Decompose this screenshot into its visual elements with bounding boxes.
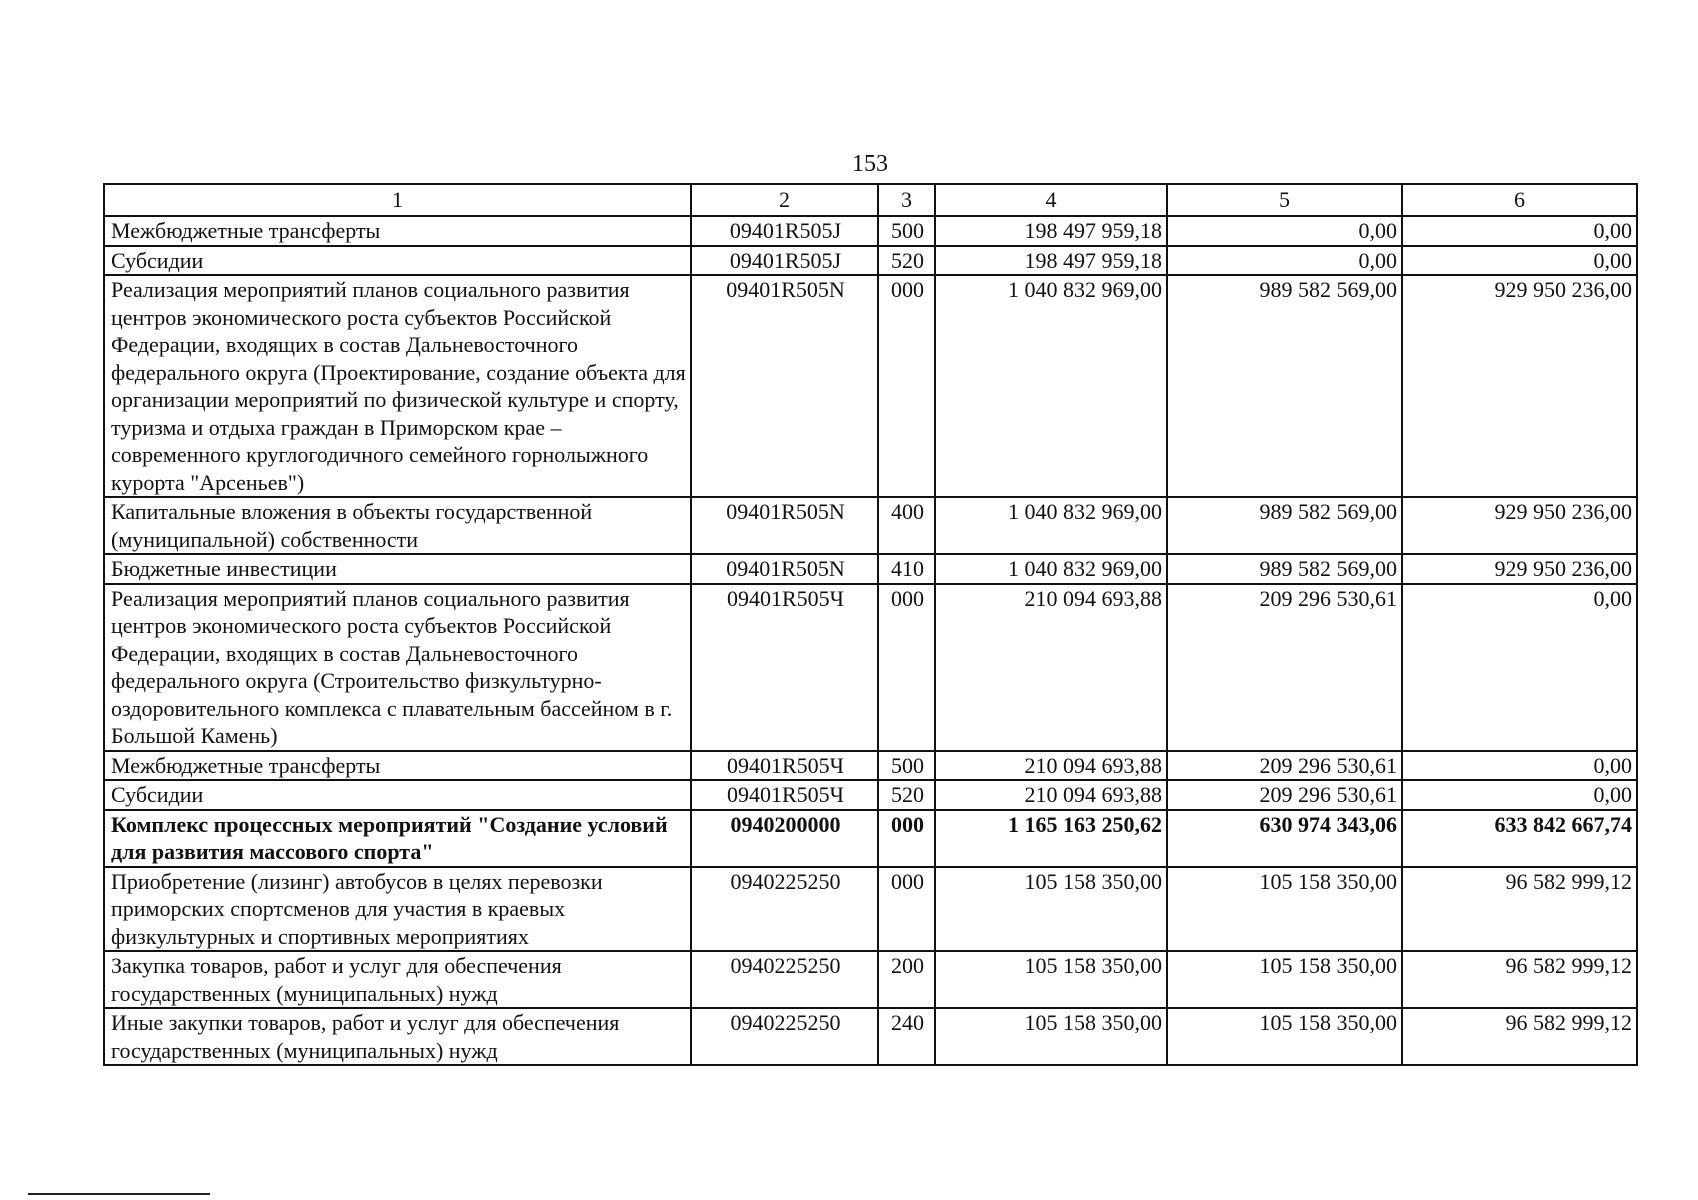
item-name-cell: Приобретение (лизинг) автобусов в целях перевозки приморских спортсменов для участия в краевых физкультурных и спортивных мероприятиях [104,867,691,952]
expense-type-cell: 000 [878,867,935,952]
header-col-5: 5 [1167,184,1402,216]
table-body [104,216,1637,1065]
amount-col6-cell: 929 950 236,00 [1402,497,1637,554]
amount-col6-cell: 96 582 999,12 [1402,867,1637,952]
expense-type-cell: 520 [878,246,935,276]
header-col-1: 1 [104,184,691,216]
expense-type-cell: 000 [878,275,935,497]
table-row [104,780,1637,810]
item-name-cell: Субсидии [104,246,691,276]
table-row [104,554,1637,584]
amount-col6-cell: 0,00 [1402,246,1637,276]
table-row [104,497,1637,554]
expense-type-cell: 240 [878,1008,935,1065]
table-row [104,216,1637,246]
target-code-cell: 09401R505Ч [691,780,878,810]
amount-col5-cell: 989 582 569,00 [1167,497,1402,554]
amount-col4-cell: 1 040 832 969,00 [935,554,1167,584]
amount-col6-cell: 929 950 236,00 [1402,554,1637,584]
amount-col5-cell: 0,00 [1167,216,1402,246]
amount-col5-cell: 989 582 569,00 [1167,554,1402,584]
item-name-cell: Межбюджетные трансферты [104,216,691,246]
expense-type-cell: 200 [878,951,935,1008]
expense-type-cell: 000 [878,584,935,751]
amount-col6-cell: 96 582 999,12 [1402,951,1637,1008]
amount-col6-cell: 929 950 236,00 [1402,275,1637,497]
amount-col5-cell: 105 158 350,00 [1167,1008,1402,1065]
amount-col6-cell: 633 842 667,74 [1402,810,1637,867]
amount-col5-cell: 105 158 350,00 [1167,951,1402,1008]
item-name-cell: Капитальные вложения в объекты государственной (муниципальной) собственности [104,497,691,554]
amount-col6-cell: 0,00 [1402,751,1637,781]
target-code-cell: 0940225250 [691,951,878,1008]
amount-col5-cell: 209 296 530,61 [1167,780,1402,810]
header-col-3: 3 [878,184,935,216]
amount-col4-cell: 1 040 832 969,00 [935,275,1167,497]
amount-col4-cell: 105 158 350,00 [935,867,1167,952]
item-name-cell: Закупка товаров, работ и услуг для обеспечения государственных (муниципальных) нужд [104,951,691,1008]
expense-type-cell: 500 [878,216,935,246]
item-name-cell: Иные закупки товаров, работ и услуг для обеспечения государственных (муниципальных) нужд [104,1008,691,1065]
target-code-cell: 09401R505Ч [691,751,878,781]
item-name-cell: Бюджетные инвестиции [104,554,691,584]
header-row [104,184,1637,216]
item-name-cell: Межбюджетные трансферты [104,751,691,781]
target-code-cell: 09401R505Ч [691,584,878,751]
table-row [104,246,1637,276]
table-row [104,951,1637,1008]
amount-col4-cell: 1 165 163 250,62 [935,810,1167,867]
amount-col5-cell: 989 582 569,00 [1167,275,1402,497]
budget-table [103,183,1638,1066]
table-row [104,1008,1637,1065]
footnote-rule [28,1193,210,1195]
item-name-cell: Реализация мероприятий планов социального развития центров экономического роста субъектов Российской Федерации, входящих в состав Дальневосточного федерального округа (Проектирование, создание объекта для организации мероприятий по физической культуре и спорту, туризма и отдыха граждан в Приморском крае – современного круглогодичного семейного горнолыжного курорта "Арсеньев") [104,275,691,497]
amount-col6-cell: 0,00 [1402,216,1637,246]
expense-type-cell: 520 [878,780,935,810]
amount-col6-cell: 0,00 [1402,780,1637,810]
amount-col5-cell: 630 974 343,06 [1167,810,1402,867]
amount-col5-cell: 209 296 530,61 [1167,584,1402,751]
item-name-cell: Субсидии [104,780,691,810]
amount-col4-cell: 1 040 832 969,00 [935,497,1167,554]
amount-col5-cell: 0,00 [1167,246,1402,276]
target-code-cell: 0940225250 [691,867,878,952]
table-row [104,275,1637,497]
header-col-2: 2 [691,184,878,216]
target-code-cell: 09401R505J [691,246,878,276]
target-code-cell: 0940200000 [691,810,878,867]
table-row [104,867,1637,952]
expense-type-cell: 400 [878,497,935,554]
target-code-cell: 09401R505N [691,275,878,497]
amount-col6-cell: 0,00 [1402,584,1637,751]
amount-col5-cell: 105 158 350,00 [1167,867,1402,952]
amount-col4-cell: 105 158 350,00 [935,1008,1167,1065]
amount-col4-cell: 198 497 959,18 [935,246,1167,276]
page-number: 153 [852,151,888,177]
amount-col5-cell: 209 296 530,61 [1167,751,1402,781]
target-code-cell: 09401R505N [691,554,878,584]
table-row [104,584,1637,751]
amount-col4-cell: 210 094 693,88 [935,780,1167,810]
amount-col4-cell: 198 497 959,18 [935,216,1167,246]
item-name-cell: Реализация мероприятий планов социального развития центров экономического роста субъектов Российской Федерации, входящих в состав Дальневосточного федерального округа (Строительство физкультурно-оздоровительного комплекса с плавательным бассейном в г. Большой Камень) [104,584,691,751]
header-col-4: 4 [935,184,1167,216]
amount-col6-cell: 96 582 999,12 [1402,1008,1637,1065]
table-row [104,810,1637,867]
target-code-cell: 0940225250 [691,1008,878,1065]
amount-col4-cell: 105 158 350,00 [935,951,1167,1008]
target-code-cell: 09401R505J [691,216,878,246]
header-col-6: 6 [1402,184,1637,216]
expense-type-cell: 410 [878,554,935,584]
expense-type-cell: 000 [878,810,935,867]
expense-type-cell: 500 [878,751,935,781]
item-name-cell: Комплекс процессных мероприятий "Создание условий для развития массового спорта" [104,810,691,867]
table-row [104,751,1637,781]
target-code-cell: 09401R505N [691,497,878,554]
amount-col4-cell: 210 094 693,88 [935,584,1167,751]
amount-col4-cell: 210 094 693,88 [935,751,1167,781]
